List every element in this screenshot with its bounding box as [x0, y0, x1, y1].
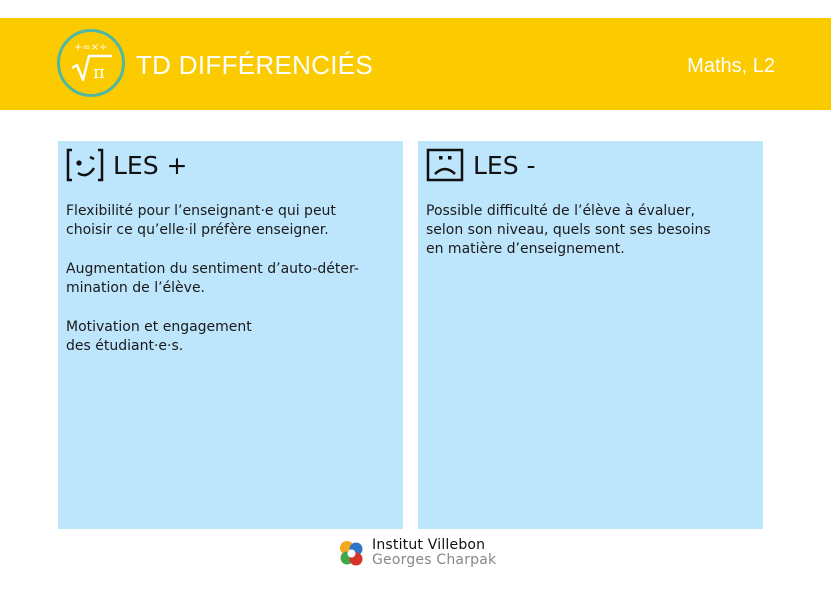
pros-paragraph: Augmentation du sentiment d’auto-déter- mination de l’élève.: [66, 261, 359, 296]
logo-symbols: +=×÷: [74, 42, 108, 53]
cons-paragraph: Possible difficulté de l’élève à évaluer, selon son niveau, quels sont ses besoins en matière d’enseignement.: [426, 203, 711, 257]
pros-paragraph: Flexibilité pour l’enseignant·e qui peut choisir ce qu’elle·il préfère enseigner.: [66, 203, 336, 238]
pros-card: [58, 141, 403, 529]
pros-paragraph: Motivation et engagement des étudiant·e·s.: [66, 319, 252, 354]
logo-pi: π: [93, 62, 105, 83]
smiling-face-icon: [66, 148, 104, 182]
institution-logo: [336, 537, 506, 569]
institution-name-line2: Georges Charpak: [372, 552, 497, 568]
institution-logo-icon: [336, 538, 366, 568]
pros-header: [66, 148, 188, 182]
cons-heading: LES -: [473, 150, 536, 180]
institution-name-line1: Institut Villebon: [372, 537, 486, 553]
cons-header: [426, 148, 536, 182]
cons-body: [426, 202, 760, 279]
pros-heading: LES +: [113, 150, 188, 180]
pros-body: [66, 202, 400, 376]
cons-card: [418, 141, 763, 529]
subject-label: Maths, L2: [687, 55, 775, 77]
math-symbols-icon: [57, 29, 125, 97]
header-banner: [0, 18, 831, 110]
sad-face-icon: [426, 148, 464, 182]
page-title: TD DIFFÉRENCIÉS: [136, 50, 374, 80]
